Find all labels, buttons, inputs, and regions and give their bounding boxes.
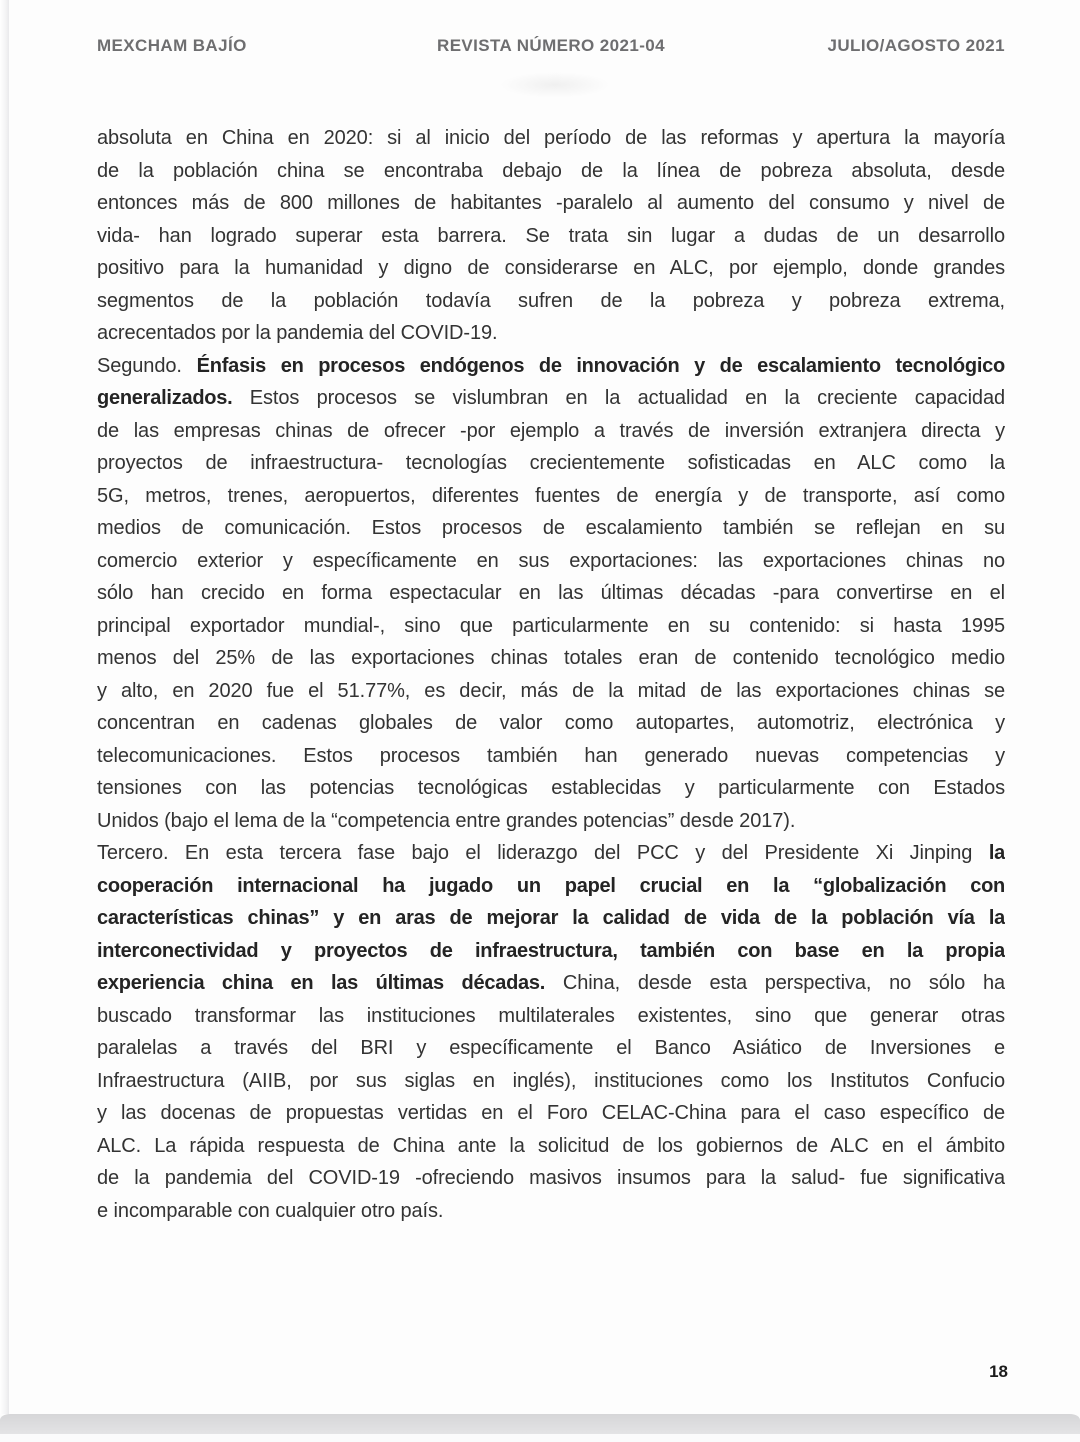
text-line [97, 675, 1005, 708]
header-issue: REVISTA NÚMERO 2021-04 [437, 36, 665, 55]
article-body [97, 122, 1005, 1227]
text-line [97, 1032, 1005, 1065]
text-run: menos del 25% de las exportaciones chinas totales eran de contenido tecnológico medio [97, 647, 1005, 669]
paragraph [97, 122, 1005, 350]
header-date: JULIO/AGOSTO 2021 [827, 36, 1006, 55]
bold-text-run: la [988, 842, 1005, 864]
text-run: Infraestructura (AIIB, por sus siglas en inglés), instituciones como los Institutos Confucio [97, 1069, 1005, 1092]
text-line [97, 1000, 1005, 1033]
page-number: 18 [989, 1362, 1008, 1381]
paragraph [97, 350, 1005, 838]
text-run: Unidos (bajo el lema de la “competencia entre grandes potencias” desde 2017). [97, 809, 796, 832]
text-run: Estos procesos se vislumbran en la actualidad en la creciente capacidad [232, 387, 1005, 409]
text-run: Segundo. [97, 354, 197, 377]
text-run: entonces más de 800 millones de habitantes -paralelo al aumento del consumo y nivel de [97, 192, 1005, 214]
next-page-strip [0, 1434, 1080, 1442]
page-header [97, 36, 1005, 56]
text-line [97, 122, 1005, 155]
text-line [97, 935, 1005, 968]
text-run: concentran en cadenas globales de valor como autopartes, automotriz, electrónica y [97, 712, 1005, 734]
text-line [97, 155, 1005, 188]
text-run: medios de comunicación. Estos procesos de escalamiento también se reflejan en su [97, 517, 1005, 539]
text-line [97, 220, 1005, 253]
text-line [97, 545, 1005, 578]
text-run: vida- han logrado superar esta barrera. Se trata sin lugar a dudas de un desarrollo [97, 224, 1005, 247]
text-run: principal exportador mundial-, sino que particularmente en su contenido: si hasta 1995 [97, 614, 1005, 637]
header-publication: MEXCHAM BAJÍO [97, 36, 247, 55]
text-run: tensiones con las potencias tecnológicas establecidas y particularmente con Estados [97, 777, 1005, 799]
text-run: 5G, metros, trenes, aeropuertos, diferentes fuentes de energía y de transporte, así como [97, 484, 1005, 507]
bold-text-run: interconectividad y proyectos de infraestructura, también con base en la propia [97, 939, 1005, 962]
text-run: China, desde esta perspectiva, no sólo ha [545, 972, 1005, 994]
text-line [97, 415, 1005, 448]
text-run: y alto, en 2020 fue el 51.77%, es decir, más de la mitad de las exportaciones chinas se [97, 679, 1005, 702]
text-run: telecomunicaciones. Estos procesos también han generado nuevas competencias y [97, 744, 1005, 767]
bold-text-run: Énfasis en procesos endógenos de innovación y de escalamiento tecnológico [196, 354, 1005, 377]
text-run: paralelas a través del BRI y específicamente el Banco Asiático de Inversiones e [97, 1037, 1005, 1059]
text-line [97, 577, 1005, 610]
text-line [97, 902, 1005, 935]
page-left-edge [0, 0, 9, 1414]
bold-text-run: generalizados. [97, 387, 233, 409]
text-line [97, 447, 1005, 480]
text-run: acrecentados por la pandemia del COVID-19. [97, 322, 498, 344]
text-run: absoluta en China en 2020: si al inicio del período de las reformas y apertura la mayoría [97, 127, 1005, 149]
text-run: e incomparable con cualquier otro país. [97, 1199, 444, 1222]
text-line [97, 967, 1005, 1000]
text-line [97, 382, 1005, 415]
text-run: y las docenas de propuestas vertidas en el Foro CELAC-China para el caso específico de [97, 1102, 1005, 1124]
text-line [97, 1130, 1005, 1163]
text-run: comercio exterior y específicamente en sus exportaciones: las exportaciones chinas no [97, 549, 1005, 572]
text-line [97, 805, 1005, 838]
text-line [97, 1195, 1005, 1228]
text-run: ALC. La rápida respuesta de China ante la solicitud de los gobiernos de ALC en el ámbito [97, 1134, 1005, 1157]
bold-text-run: cooperación internacional ha jugado un papel crucial en la “globalización con [97, 874, 1005, 897]
text-line [97, 480, 1005, 513]
text-run: de la población china se encontraba debajo de la línea de pobreza absoluta, desde [97, 159, 1005, 182]
text-run: de las empresas chinas de ofrecer -por ejemplo a través de inversión extranjera directa y [97, 419, 1005, 442]
text-line [97, 350, 1005, 383]
text-line [97, 1097, 1005, 1130]
text-line [97, 187, 1005, 220]
text-line [97, 512, 1005, 545]
text-line [97, 1065, 1005, 1098]
text-line [97, 1162, 1005, 1195]
text-line [97, 285, 1005, 318]
text-run: proyectos de infraestructura- tecnologías crecientemente sofisticadas en ALC como la [97, 452, 1005, 474]
text-line [97, 740, 1005, 773]
text-run: positivo para la humanidad y digno de considerarse en ALC, por ejemplo, donde grandes [97, 257, 1005, 279]
text-line [97, 772, 1005, 805]
text-line [97, 642, 1005, 675]
text-line [97, 870, 1005, 903]
paragraph [97, 837, 1005, 1227]
text-run: Tercero. En esta tercera fase bajo el liderazgo del PCC y del Presidente Xi Jinping [97, 842, 989, 864]
text-run: sólo han crecido en forma espectacular en las últimas décadas -para convertirse en el [97, 582, 1005, 604]
text-line [97, 317, 1005, 350]
text-run: segmentos de la población todavía sufren de la pobreza y pobreza extrema, [97, 289, 1005, 312]
text-run: buscado transformar las instituciones multilaterales existentes, sino que generar otras [97, 1004, 1005, 1027]
text-run: de la pandemia del COVID-19 -ofreciendo masivos insumos para la salud- fue significativa [97, 1167, 1005, 1189]
text-line [97, 610, 1005, 643]
text-line [97, 707, 1005, 740]
page-bottom-edge [0, 1414, 1080, 1434]
bold-text-run: características chinas” y en aras de mejorar la calidad de vida de la población vía la [97, 907, 1005, 929]
scan-smudge [500, 72, 610, 98]
bold-text-run: experiencia china en las últimas décadas. [97, 972, 546, 994]
text-line [97, 252, 1005, 285]
text-line [97, 837, 1005, 870]
